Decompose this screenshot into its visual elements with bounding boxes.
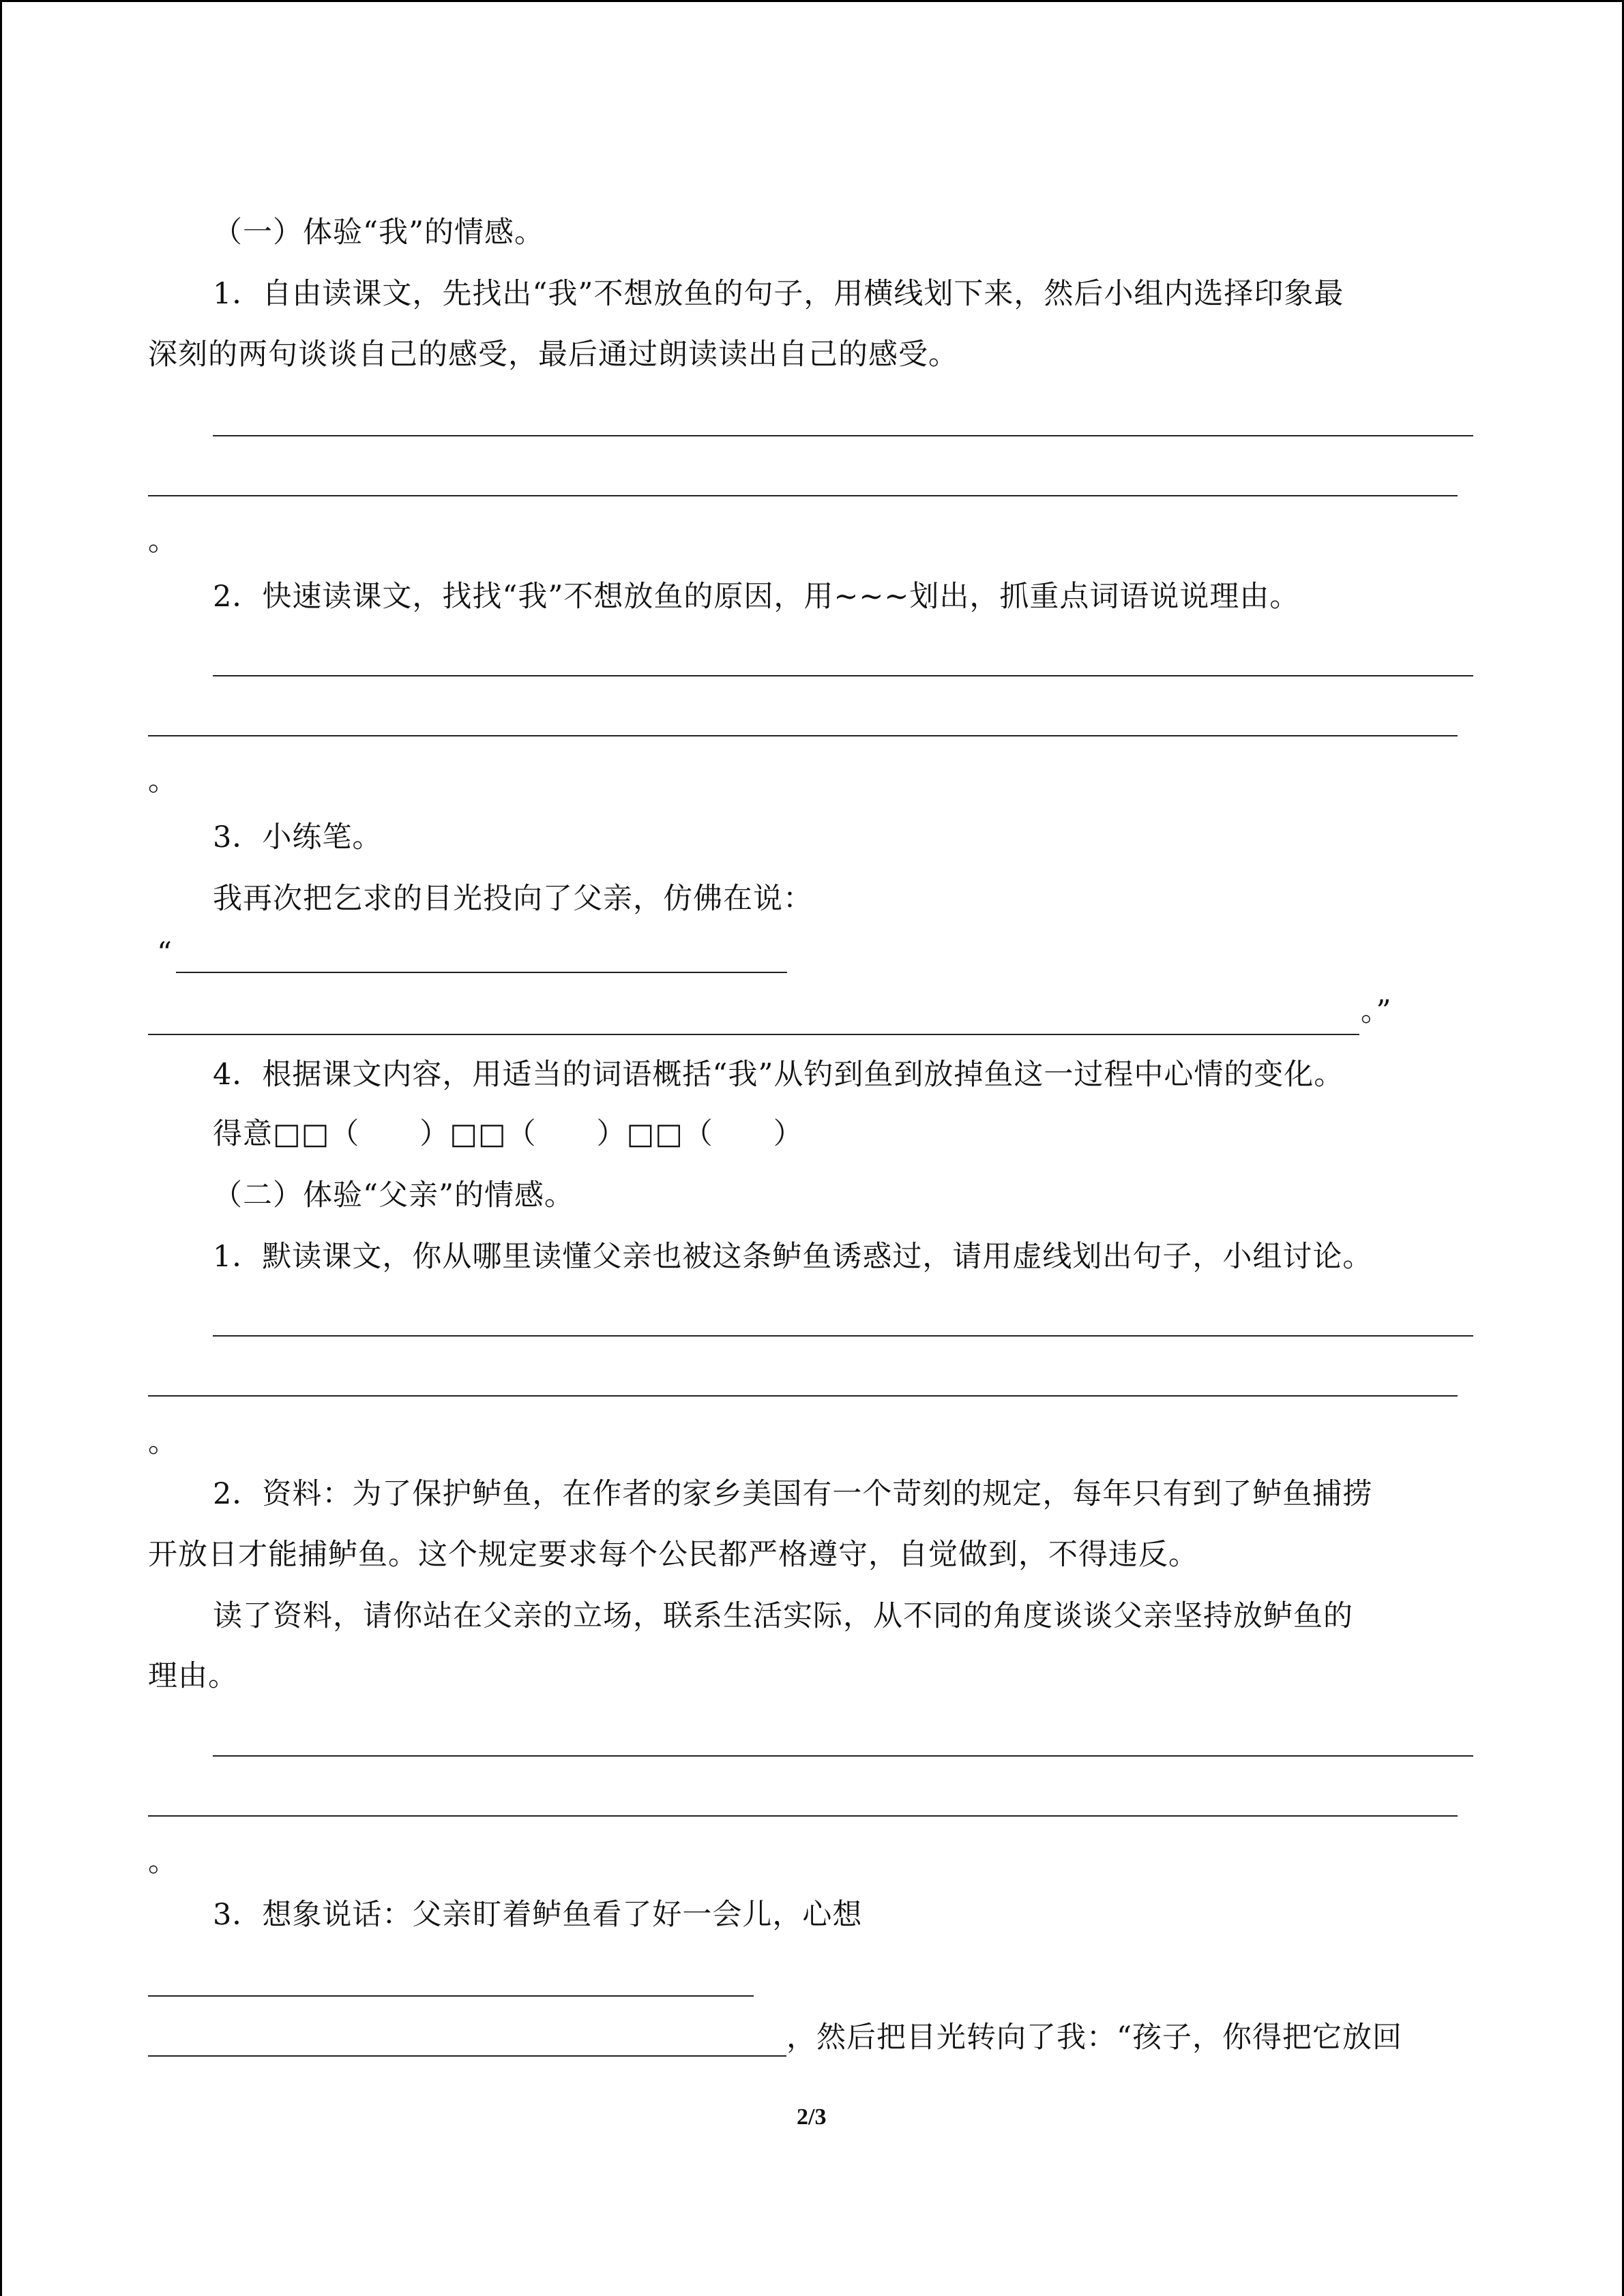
close-quote: 。”: [1361, 994, 1392, 1028]
section1-q2: 2．快速读课文，找找“我”不想放鱼的原因，用~~~划出，抓重点词语说说理由。: [213, 580, 1300, 614]
section2-q2-line2: 开放日才能捕鲈鱼。这个规定要求每个公民都严格遵守，自觉做到，不得违反。: [148, 1538, 1198, 1572]
section1-heading: （一）体验“我”的情感。: [213, 215, 544, 250]
answer-line[interactable]: [213, 435, 1473, 436]
answer-line[interactable]: [148, 1995, 754, 1997]
section2-q2-line1: 2．资料：为了保护鲈鱼，在作者的家乡美国有一个苛刻的规定，每年只有到了鲈鱼捕捞: [213, 1477, 1373, 1511]
answer-line[interactable]: [176, 972, 787, 973]
answer-line[interactable]: [213, 1755, 1473, 1757]
end-mark: 。: [148, 524, 177, 558]
section1-q3-prompt: 我再次把乞求的目光投向了父亲，仿佛在说：: [213, 882, 813, 916]
answer-line[interactable]: [148, 2055, 786, 2057]
section1-q1-line1: 1．自由读课文，先找出“我”不想放鱼的句子，用横线划下来，然后小组内选择印象最: [213, 277, 1344, 311]
section1-q1-line2: 深刻的两句谈谈自己的感受，最后通过朗读读出自己的感受。: [148, 338, 958, 372]
answer-line[interactable]: [148, 1034, 1359, 1035]
section2-q2-line3: 读了资料，请你站在父亲的立场，联系生活实际，从不同的角度谈谈父亲坚持放鲈鱼的: [213, 1599, 1353, 1633]
section1-q4: 4．根据课文内容，用适当的词语概括“我”从钓到鱼到放掉鱼这一过程中心情的变化。: [213, 1058, 1344, 1092]
answer-line[interactable]: [213, 1335, 1473, 1337]
section2-q3-tail: ，然后把目光转向了我：“孩子，你得把它放回: [786, 2021, 1402, 2055]
end-mark: 。: [148, 764, 177, 798]
section2-q2-line4: 理由。: [148, 1659, 238, 1693]
answer-line[interactable]: [148, 1815, 1458, 1817]
answer-line[interactable]: [148, 495, 1458, 496]
section1-q3: 3．小练笔。: [213, 820, 383, 854]
open-quote: “: [157, 936, 173, 970]
answer-line[interactable]: [213, 675, 1473, 676]
page-number: 2/3: [797, 2104, 827, 2130]
section1-q4-blanks: 得意□□（ ）□□（ ）□□（ ）: [213, 1117, 803, 1151]
answer-line[interactable]: [148, 1395, 1458, 1397]
section2-q1: 1．默读课文，你从哪里读懂父亲也被这条鲈鱼诱惑过，请用虚线划出句子，小组讨论。: [213, 1240, 1373, 1274]
answer-line[interactable]: [148, 735, 1458, 736]
section2-q3: 3．想象说话：父亲盯着鲈鱼看了好一会儿，心想: [213, 1898, 863, 1932]
section2-heading: （二）体验“父亲”的情感。: [213, 1178, 574, 1212]
end-mark: 。: [148, 1845, 177, 1879]
end-mark: 。: [148, 1425, 177, 1459]
